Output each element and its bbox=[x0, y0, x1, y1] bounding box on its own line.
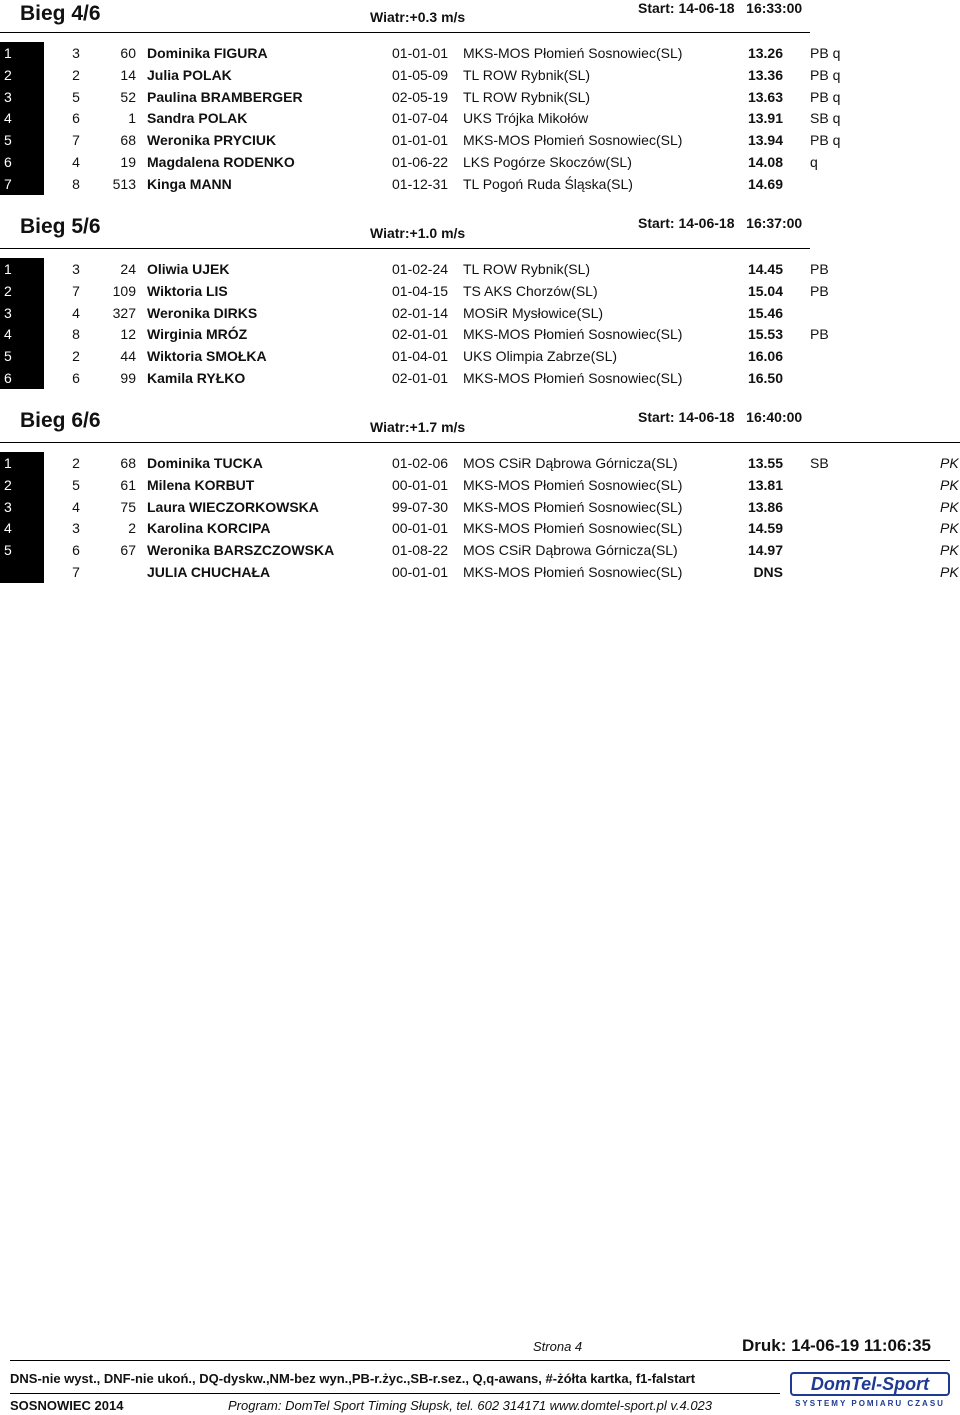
table-row bbox=[0, 539, 960, 561]
birth-date: 02-05-19 bbox=[392, 88, 449, 105]
bib-number: 99 bbox=[120, 369, 136, 386]
result-time: DNS bbox=[753, 563, 783, 580]
bib-number: 14 bbox=[120, 66, 136, 83]
record-note: PB q bbox=[810, 45, 841, 61]
bib-number: 513 bbox=[112, 175, 136, 192]
place-cell: 5 bbox=[0, 539, 44, 561]
athlete-name: Sandra POLAK bbox=[147, 110, 248, 127]
athlete-name: Laura WIECZORKOWSKA bbox=[147, 498, 319, 515]
lane-cell: 3 bbox=[72, 520, 80, 537]
athlete-name: Paulina BRAMBERGER bbox=[147, 88, 303, 105]
bib-number: 52 bbox=[120, 88, 136, 105]
table-row bbox=[0, 452, 960, 474]
bib-number: 1 bbox=[128, 110, 136, 127]
birth-date: 01-01-01 bbox=[392, 132, 449, 149]
table-row bbox=[0, 42, 960, 64]
result-time: 14.45 bbox=[747, 261, 783, 277]
result-time: 14.69 bbox=[747, 175, 783, 192]
club-name: UKS Trójka Mikołów bbox=[463, 110, 589, 127]
birth-date: 01-04-01 bbox=[392, 348, 449, 365]
table-row bbox=[0, 280, 960, 302]
place-cell: 1 bbox=[0, 452, 44, 474]
table-row bbox=[0, 345, 960, 367]
start-time: Start: 14-06-18 16:33:00 bbox=[638, 0, 803, 16]
header-divider bbox=[0, 32, 810, 33]
bib-number: 61 bbox=[120, 476, 136, 493]
table-row bbox=[0, 151, 960, 173]
record-note: PB bbox=[810, 261, 829, 277]
athlete-name: Dominika TUCKA bbox=[147, 455, 263, 471]
table-row bbox=[0, 258, 960, 280]
result-time: 16.50 bbox=[747, 369, 783, 386]
athlete-name: Weronika DIRKS bbox=[147, 304, 258, 321]
athlete-name: Weronika BARSZCZOWSKA bbox=[147, 542, 335, 559]
birth-date: 01-05-09 bbox=[392, 66, 449, 83]
place-cell: 2 bbox=[0, 474, 44, 496]
lane-cell: 6 bbox=[72, 542, 80, 559]
pk-flag: PK bbox=[940, 520, 959, 537]
print-timestamp: Druk: 14-06-19 11:06:35 bbox=[742, 1336, 932, 1355]
place-cell: 2 bbox=[0, 280, 44, 302]
record-note: q bbox=[810, 153, 818, 170]
program-credit: Program: DomTel Sport Timing Słupsk, tel. 602 314171 www.domtel-sport.pl v.4.023 bbox=[228, 1398, 713, 1413]
club-name: TL Pogoń Ruda Śląska(SL) bbox=[463, 175, 633, 192]
club-name: TL ROW Rybnik(SL) bbox=[463, 88, 591, 105]
result-time: 13.94 bbox=[747, 132, 783, 149]
athlete-name: Wirginia MRÓZ bbox=[147, 326, 248, 343]
lane-cell: 7 bbox=[72, 563, 80, 580]
page-number: Strona 4 bbox=[533, 1339, 583, 1354]
lane-cell: 6 bbox=[72, 369, 80, 386]
place-cell: 6 bbox=[0, 367, 44, 389]
birth-date: 01-06-22 bbox=[392, 153, 449, 170]
club-name: MKS-MOS Płomień Sosnowiec(SL) bbox=[463, 563, 683, 580]
result-time: 16.06 bbox=[747, 348, 783, 365]
place-cell: 4 bbox=[0, 517, 44, 539]
lane-cell: 8 bbox=[72, 326, 80, 343]
record-note: PB bbox=[810, 282, 829, 299]
result-time: 13.63 bbox=[747, 88, 783, 105]
bib-number: 68 bbox=[120, 455, 136, 471]
pk-flag: PK bbox=[940, 563, 959, 580]
result-time: 14.08 bbox=[747, 153, 783, 170]
footer-divider bbox=[10, 1360, 950, 1361]
place-cell: 5 bbox=[0, 129, 44, 151]
lane-cell: 5 bbox=[72, 476, 80, 493]
club-name: MKS-MOS Płomień Sosnowiec(SL) bbox=[463, 520, 683, 537]
place-cell: 5 bbox=[0, 345, 44, 367]
club-name: TL ROW Rybnik(SL) bbox=[463, 66, 591, 83]
birth-date: 02-01-14 bbox=[392, 304, 449, 321]
club-name: LKS Pogórze Skoczów(SL) bbox=[463, 153, 632, 170]
bib-number: 109 bbox=[112, 282, 136, 299]
result-time: 15.04 bbox=[747, 282, 783, 299]
domtel-logo bbox=[790, 1372, 950, 1412]
bib-number: 12 bbox=[120, 326, 136, 343]
bib-number: 24 bbox=[120, 261, 136, 277]
place-cell: 4 bbox=[0, 323, 44, 345]
bib-number: 68 bbox=[120, 132, 136, 149]
athlete-name: Wiktoria LIS bbox=[147, 282, 228, 299]
club-name: TL ROW Rybnik(SL) bbox=[463, 261, 591, 277]
birth-date: 01-12-31 bbox=[392, 175, 449, 192]
heat-title: Bieg 5/6 bbox=[20, 215, 101, 238]
result-time: 15.53 bbox=[747, 326, 783, 343]
pk-flag: PK bbox=[940, 498, 959, 515]
table-row bbox=[0, 474, 960, 496]
record-note: SB q bbox=[810, 110, 841, 127]
record-note: SB bbox=[810, 455, 829, 471]
result-time: 13.86 bbox=[747, 498, 783, 515]
lane-cell: 2 bbox=[72, 455, 80, 471]
record-note: PB q bbox=[810, 88, 841, 105]
bib-number: 67 bbox=[120, 542, 136, 559]
club-name: MKS-MOS Płomień Sosnowiec(SL) bbox=[463, 498, 683, 515]
athlete-name: Milena KORBUT bbox=[147, 476, 255, 493]
record-note: PB bbox=[810, 326, 829, 343]
logo-wordmark: DomTel-Sport bbox=[790, 1372, 950, 1396]
record-note: PB q bbox=[810, 66, 841, 83]
lane-cell: 3 bbox=[72, 45, 80, 61]
club-name: MKS-MOS Płomień Sosnowiec(SL) bbox=[463, 45, 683, 61]
athlete-name: Dominika FIGURA bbox=[147, 45, 268, 61]
table-row bbox=[0, 496, 960, 518]
athlete-name: Kamila RYŁKO bbox=[147, 369, 246, 386]
birth-date: 00-01-01 bbox=[392, 520, 449, 537]
table-row bbox=[0, 367, 960, 389]
club-name: MOS CSiR Dąbrowa Górnicza(SL) bbox=[463, 542, 678, 559]
pk-flag: PK bbox=[940, 542, 959, 559]
club-name: MOS CSiR Dąbrowa Górnicza(SL) bbox=[463, 455, 678, 471]
heat-title: Bieg 6/6 bbox=[20, 409, 101, 432]
venue-label: SOSNOWIEC 2014 bbox=[10, 1398, 124, 1413]
lane-cell: 7 bbox=[72, 132, 80, 149]
birth-date: 00-01-01 bbox=[392, 563, 449, 580]
table-row bbox=[0, 129, 960, 151]
result-time: 13.26 bbox=[747, 45, 783, 61]
athlete-name: JULIA CHUCHAŁA bbox=[147, 563, 271, 580]
bib-number: 19 bbox=[120, 153, 136, 170]
abbreviation-legend: DNS-nie wyst., DNF-nie ukoń., DQ-dyskw.,NM-bez wyn.,PB-r.życ.,SB-r.sez., Q,q-awans, #-żółta kartka, f1-falstart bbox=[10, 1371, 696, 1386]
birth-date: 01-04-15 bbox=[392, 282, 449, 299]
club-name: MKS-MOS Płomień Sosnowiec(SL) bbox=[463, 132, 683, 149]
result-time: 13.91 bbox=[747, 110, 783, 127]
bib-number: 60 bbox=[120, 45, 136, 61]
results-table bbox=[0, 452, 960, 583]
lane-cell: 4 bbox=[72, 304, 80, 321]
lane-cell: 4 bbox=[72, 153, 80, 170]
table-row bbox=[0, 323, 960, 345]
club-name: MKS-MOS Płomień Sosnowiec(SL) bbox=[463, 369, 683, 386]
athlete-name: Oliwia UJEK bbox=[147, 261, 230, 277]
bib-number: 44 bbox=[120, 348, 136, 365]
place-cell: 1 bbox=[0, 258, 44, 280]
footer-divider bbox=[10, 1393, 780, 1394]
wind-reading: Wiatr:+1.0 m/s bbox=[370, 225, 466, 241]
pk-flag: PK bbox=[940, 455, 959, 471]
results-table bbox=[0, 42, 960, 195]
lane-cell: 6 bbox=[72, 110, 80, 127]
athlete-name: Wiktoria SMOŁKA bbox=[147, 348, 267, 365]
result-time: 13.36 bbox=[747, 66, 783, 83]
record-note: PB q bbox=[810, 132, 841, 149]
bib-number: 75 bbox=[120, 498, 136, 515]
birth-date: 01-02-24 bbox=[392, 261, 449, 277]
birth-date: 02-01-01 bbox=[392, 369, 449, 386]
pk-flag: PK bbox=[940, 476, 959, 493]
place-cell: 3 bbox=[0, 496, 44, 518]
wind-reading: Wiatr:+1.7 m/s bbox=[370, 419, 466, 435]
start-time: Start: 14-06-18 16:37:00 bbox=[638, 215, 803, 231]
lane-cell: 3 bbox=[72, 261, 80, 277]
lane-cell: 8 bbox=[72, 175, 80, 192]
place-cell bbox=[0, 561, 44, 583]
club-name: TS AKS Chorzów(SL) bbox=[463, 282, 598, 299]
table-row bbox=[0, 302, 960, 324]
athlete-name: Kinga MANN bbox=[147, 175, 232, 192]
result-time: 13.81 bbox=[747, 476, 783, 493]
place-cell: 2 bbox=[0, 64, 44, 86]
birth-date: 99-07-30 bbox=[392, 498, 449, 515]
logo-tagline: SYSTEMY POMIARU CZASU bbox=[795, 1399, 945, 1408]
club-name: UKS Olimpia Zabrze(SL) bbox=[463, 348, 618, 365]
birth-date: 01-01-01 bbox=[392, 45, 449, 61]
lane-cell: 5 bbox=[72, 88, 80, 105]
header-divider bbox=[0, 442, 960, 443]
result-time: 14.59 bbox=[747, 520, 783, 537]
birth-date: 01-07-04 bbox=[392, 110, 449, 127]
birth-date: 01-02-06 bbox=[392, 455, 449, 471]
club-name: MOSiR Mysłowice(SL) bbox=[463, 304, 604, 321]
birth-date: 01-08-22 bbox=[392, 542, 449, 559]
result-time: 13.55 bbox=[747, 455, 783, 471]
athlete-name: Weronika PRYCIUK bbox=[147, 132, 277, 149]
table-row bbox=[0, 173, 960, 195]
birth-date: 00-01-01 bbox=[392, 476, 449, 493]
birth-date: 02-01-01 bbox=[392, 326, 449, 343]
result-time: 15.46 bbox=[747, 304, 783, 321]
place-cell: 3 bbox=[0, 302, 44, 324]
club-name: MKS-MOS Płomień Sosnowiec(SL) bbox=[463, 476, 683, 493]
athlete-name: Karolina KORCIPA bbox=[147, 520, 271, 537]
place-cell: 1 bbox=[0, 42, 44, 64]
club-name: MKS-MOS Płomień Sosnowiec(SL) bbox=[463, 326, 683, 343]
lane-cell: 2 bbox=[72, 348, 80, 365]
place-cell: 6 bbox=[0, 151, 44, 173]
table-row bbox=[0, 107, 960, 129]
results-table bbox=[0, 258, 960, 389]
lane-cell: 7 bbox=[72, 282, 80, 299]
table-row bbox=[0, 561, 960, 583]
bib-number: 327 bbox=[112, 304, 136, 321]
header-divider bbox=[0, 248, 810, 249]
result-time: 14.97 bbox=[747, 542, 783, 559]
lane-cell: 4 bbox=[72, 498, 80, 515]
lane-cell: 2 bbox=[72, 66, 80, 83]
start-time: Start: 14-06-18 16:40:00 bbox=[638, 409, 803, 425]
table-row bbox=[0, 517, 960, 539]
athlete-name: Julia POLAK bbox=[147, 66, 232, 83]
wind-reading: Wiatr:+0.3 m/s bbox=[370, 9, 466, 25]
athlete-name: Magdalena RODENKO bbox=[147, 153, 295, 170]
table-row bbox=[0, 86, 960, 108]
heat-title: Bieg 4/6 bbox=[20, 2, 101, 25]
place-cell: 3 bbox=[0, 86, 44, 108]
place-cell: 4 bbox=[0, 107, 44, 129]
bib-number: 2 bbox=[128, 520, 136, 537]
table-row bbox=[0, 64, 960, 86]
place-cell: 7 bbox=[0, 173, 44, 195]
